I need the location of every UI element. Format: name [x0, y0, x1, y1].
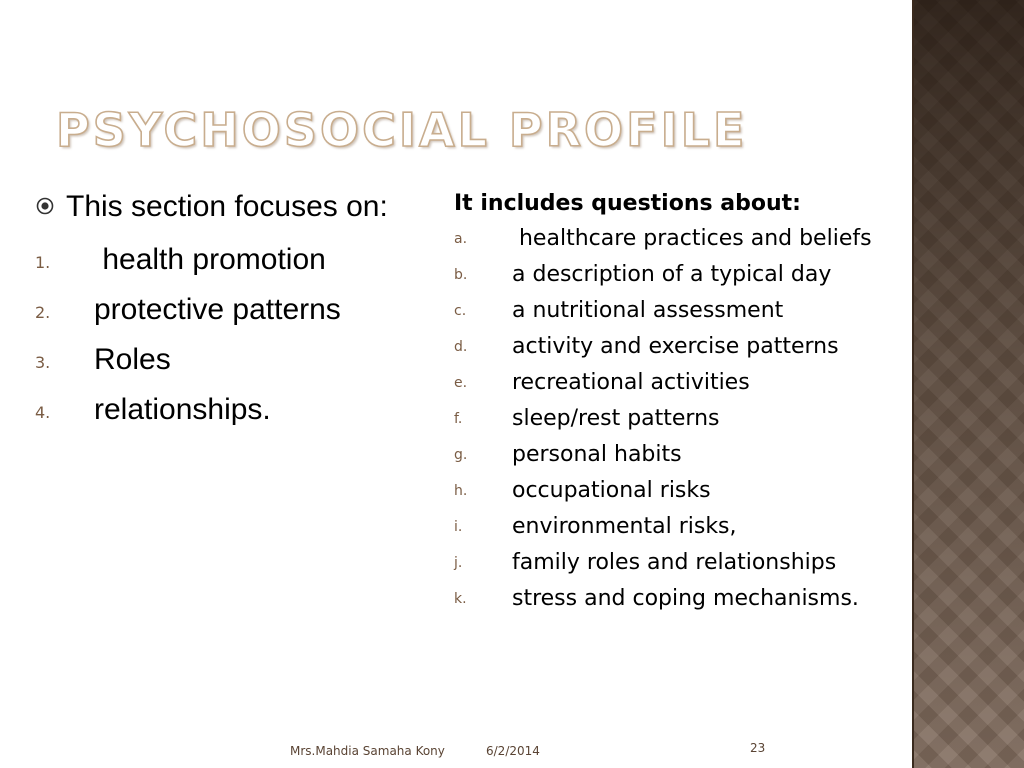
list-item — [454, 260, 904, 289]
list-marker: i. — [454, 519, 463, 535]
list-item — [454, 368, 904, 397]
footer-page-number: 23 — [750, 741, 766, 755]
slide-title: PSYCHOSOCIAL PROFILE — [56, 103, 748, 157]
list-marker: 1. — [35, 253, 51, 272]
list-item-text: occupational risks — [512, 478, 711, 503]
list-item-text: sleep/rest patterns — [512, 406, 720, 431]
list-item-text: recreational activities — [512, 370, 750, 395]
list-item — [454, 440, 904, 469]
left-column — [30, 186, 410, 439]
list-marker: a. — [454, 231, 468, 247]
list-item — [454, 476, 904, 505]
list-marker: 2. — [35, 303, 51, 322]
list-item — [454, 224, 904, 253]
decorative-side-panel — [912, 0, 1024, 768]
list-item — [30, 339, 410, 380]
list-marker: b. — [454, 267, 468, 283]
intro-text: This section focuses on: — [66, 190, 388, 223]
list-item — [454, 548, 904, 577]
list-marker: d. — [454, 339, 468, 355]
list-item-text: healthcare practices and beliefs — [512, 226, 872, 251]
list-item-text: a description of a typical day — [512, 262, 832, 287]
list-marker: c. — [454, 303, 467, 319]
list-item — [30, 289, 410, 330]
list-item — [454, 404, 904, 433]
intro-bullet-item — [30, 186, 410, 227]
list-item — [30, 389, 410, 430]
list-item-text: family roles and relationships — [512, 550, 837, 575]
list-item-text: relationships. — [94, 393, 271, 426]
list-marker: h. — [454, 483, 468, 499]
list-marker: f. — [454, 411, 463, 427]
list-item-text: protective patterns — [94, 293, 341, 326]
list-marker: e. — [454, 375, 468, 391]
right-heading: It includes questions about: — [454, 191, 801, 216]
numbered-list — [30, 239, 410, 430]
footer-date: 6/2/2014 — [486, 744, 540, 758]
list-marker: j. — [454, 555, 463, 571]
list-item — [454, 332, 904, 361]
list-marker: k. — [454, 591, 467, 607]
list-item-text: stress and coping mechanisms. — [512, 586, 859, 611]
list-marker: 4. — [35, 403, 51, 422]
side-panel-edge — [912, 0, 914, 768]
list-marker: g. — [454, 447, 468, 463]
right-column — [454, 186, 904, 620]
circled-dot-bullet-icon — [36, 197, 54, 215]
list-item-text: activity and exercise patterns — [512, 334, 839, 359]
list-item — [454, 512, 904, 541]
list-item-text: Roles — [94, 343, 171, 376]
lettered-list — [454, 224, 904, 613]
list-item-text: health promotion — [94, 243, 326, 276]
list-marker: 3. — [35, 353, 51, 372]
footer-author: Mrs.Mahdia Samaha Kony — [290, 744, 445, 758]
list-item-text: environmental risks, — [512, 514, 737, 539]
list-item-text: personal habits — [512, 442, 682, 467]
list-item-text: a nutritional assessment — [512, 298, 784, 323]
list-item — [454, 296, 904, 325]
list-item — [30, 239, 410, 280]
list-item — [454, 584, 904, 613]
